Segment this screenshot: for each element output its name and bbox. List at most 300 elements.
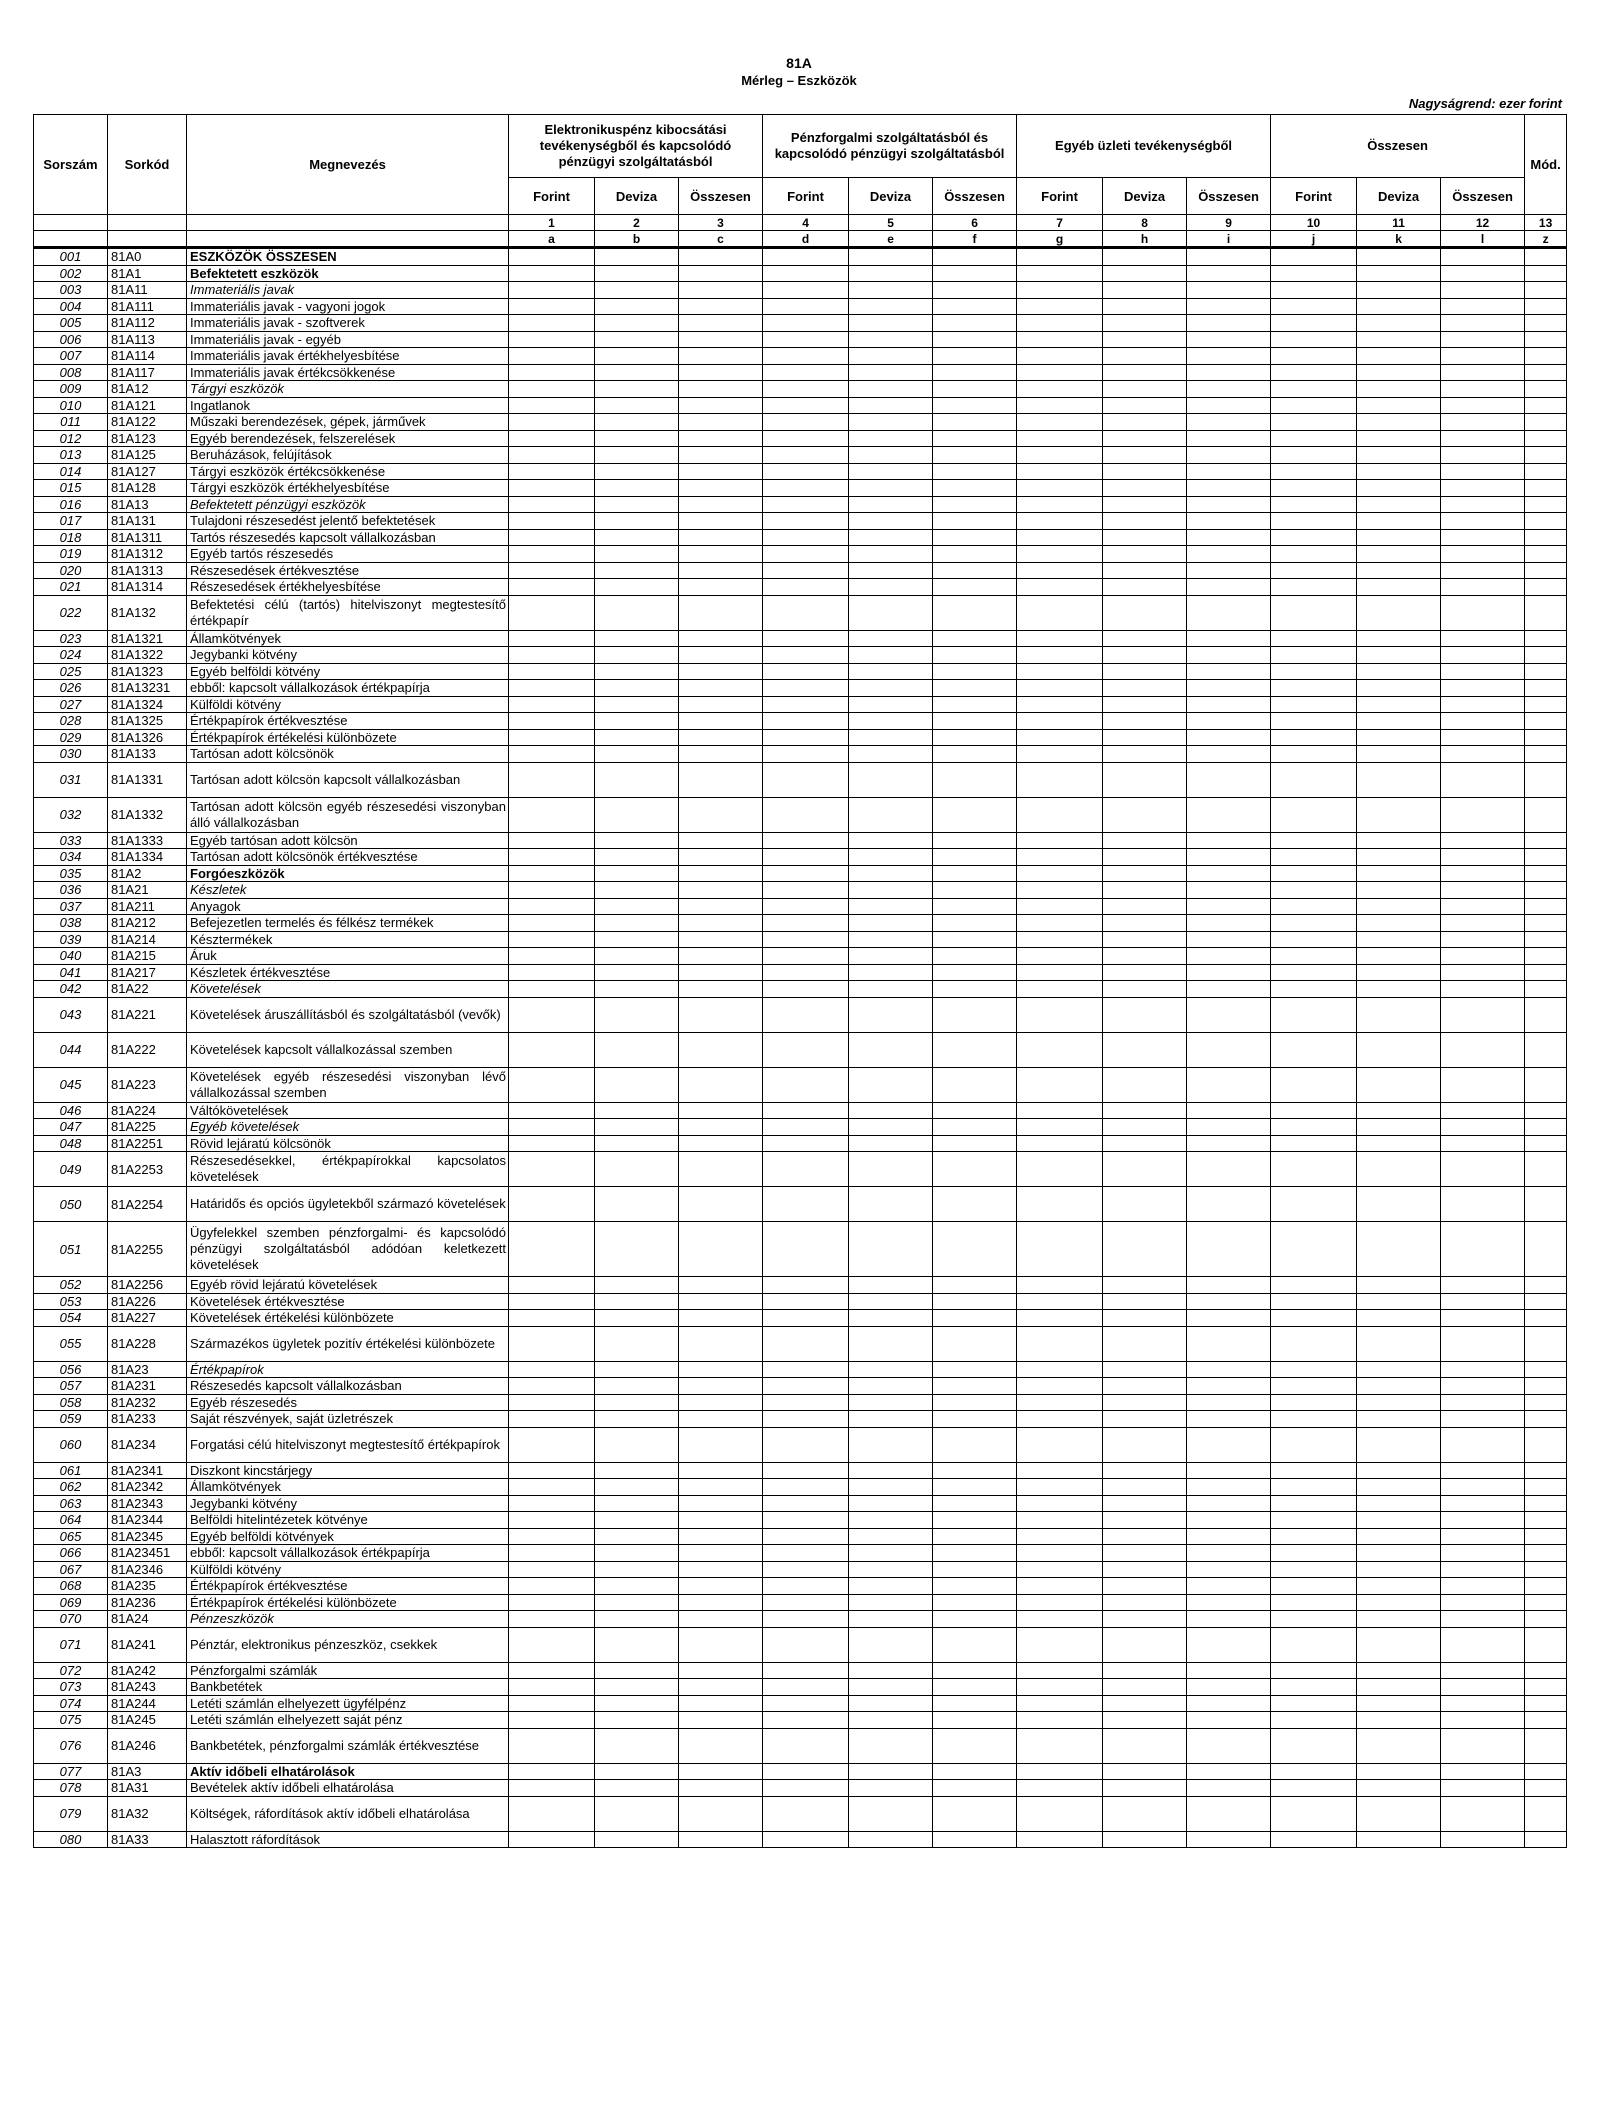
value-cell[interactable]: [1187, 579, 1271, 596]
value-cell[interactable]: [1187, 1679, 1271, 1696]
value-cell[interactable]: [509, 529, 595, 546]
value-cell[interactable]: [1441, 348, 1525, 365]
value-cell[interactable]: [933, 1611, 1017, 1628]
value-cell[interactable]: [1187, 381, 1271, 398]
value-cell[interactable]: [1525, 797, 1567, 832]
value-cell[interactable]: [763, 579, 849, 596]
value-cell[interactable]: [849, 1135, 933, 1152]
value-cell[interactable]: [679, 1594, 763, 1611]
value-cell[interactable]: [679, 1310, 763, 1327]
value-cell[interactable]: [763, 397, 849, 414]
value-cell[interactable]: [509, 696, 595, 713]
value-cell[interactable]: [595, 1695, 679, 1712]
value-cell[interactable]: [1271, 1545, 1357, 1562]
value-cell[interactable]: [1357, 882, 1441, 899]
value-cell[interactable]: [763, 647, 849, 664]
value-cell[interactable]: [849, 546, 933, 563]
value-cell[interactable]: [1525, 1627, 1567, 1662]
value-cell[interactable]: [849, 1594, 933, 1611]
value-cell[interactable]: [1017, 1627, 1103, 1662]
value-cell[interactable]: [1187, 647, 1271, 664]
value-cell[interactable]: [509, 1780, 595, 1797]
value-cell[interactable]: [1525, 997, 1567, 1032]
value-cell[interactable]: [1103, 331, 1187, 348]
value-cell[interactable]: [763, 1222, 849, 1277]
value-cell[interactable]: [679, 496, 763, 513]
value-cell[interactable]: [1357, 1679, 1441, 1696]
value-cell[interactable]: [1525, 480, 1567, 497]
value-cell[interactable]: [763, 348, 849, 365]
value-cell[interactable]: [509, 797, 595, 832]
value-cell[interactable]: [509, 364, 595, 381]
value-cell[interactable]: [849, 931, 933, 948]
value-cell[interactable]: [509, 1831, 595, 1848]
value-cell[interactable]: [1017, 430, 1103, 447]
value-cell[interactable]: [509, 713, 595, 730]
value-cell[interactable]: [933, 364, 1017, 381]
value-cell[interactable]: [679, 1627, 763, 1662]
value-cell[interactable]: [509, 298, 595, 315]
value-cell[interactable]: [763, 1119, 849, 1136]
value-cell[interactable]: [1103, 480, 1187, 497]
value-cell[interactable]: [1187, 1222, 1271, 1277]
value-cell[interactable]: [595, 729, 679, 746]
value-cell[interactable]: [1357, 1627, 1441, 1662]
value-cell[interactable]: [1187, 480, 1271, 497]
value-cell[interactable]: [1357, 713, 1441, 730]
value-cell[interactable]: [849, 414, 933, 431]
value-cell[interactable]: [763, 832, 849, 849]
value-cell[interactable]: [1271, 696, 1357, 713]
value-cell[interactable]: [1441, 1545, 1525, 1562]
value-cell[interactable]: [595, 1479, 679, 1496]
value-cell[interactable]: [849, 529, 933, 546]
value-cell[interactable]: [509, 1152, 595, 1187]
value-cell[interactable]: [849, 1561, 933, 1578]
value-cell[interactable]: [1525, 1222, 1567, 1277]
value-cell[interactable]: [1441, 1627, 1525, 1662]
value-cell[interactable]: [849, 797, 933, 832]
value-cell[interactable]: [933, 1411, 1017, 1428]
value-cell[interactable]: [1441, 1411, 1525, 1428]
value-cell[interactable]: [1017, 1728, 1103, 1763]
value-cell[interactable]: [509, 1662, 595, 1679]
value-cell[interactable]: [763, 1152, 849, 1187]
value-cell[interactable]: [933, 1293, 1017, 1310]
value-cell[interactable]: [933, 1119, 1017, 1136]
value-cell[interactable]: [1271, 364, 1357, 381]
value-cell[interactable]: [1271, 315, 1357, 332]
value-cell[interactable]: [1017, 1411, 1103, 1428]
value-cell[interactable]: [849, 1277, 933, 1294]
value-cell[interactable]: [1357, 663, 1441, 680]
value-cell[interactable]: [1441, 1712, 1525, 1729]
value-cell[interactable]: [933, 882, 1017, 899]
value-cell[interactable]: [509, 964, 595, 981]
value-cell[interactable]: [679, 729, 763, 746]
value-cell[interactable]: [1271, 248, 1357, 266]
value-cell[interactable]: [1017, 832, 1103, 849]
value-cell[interactable]: [1103, 1561, 1187, 1578]
value-cell[interactable]: [679, 832, 763, 849]
value-cell[interactable]: [933, 348, 1017, 365]
value-cell[interactable]: [595, 315, 679, 332]
value-cell[interactable]: [763, 713, 849, 730]
value-cell[interactable]: [763, 282, 849, 299]
value-cell[interactable]: [1441, 1594, 1525, 1611]
value-cell[interactable]: [1017, 865, 1103, 882]
value-cell[interactable]: [1357, 364, 1441, 381]
value-cell[interactable]: [1357, 1032, 1441, 1067]
value-cell[interactable]: [933, 447, 1017, 464]
value-cell[interactable]: [1271, 1780, 1357, 1797]
value-cell[interactable]: [1103, 630, 1187, 647]
value-cell[interactable]: [933, 981, 1017, 998]
value-cell[interactable]: [679, 1427, 763, 1462]
value-cell[interactable]: [933, 1695, 1017, 1712]
value-cell[interactable]: [1017, 1135, 1103, 1152]
value-cell[interactable]: [1441, 480, 1525, 497]
value-cell[interactable]: [1525, 1611, 1567, 1628]
value-cell[interactable]: [679, 282, 763, 299]
value-cell[interactable]: [1357, 1102, 1441, 1119]
value-cell[interactable]: [679, 680, 763, 697]
value-cell[interactable]: [763, 898, 849, 915]
value-cell[interactable]: [933, 298, 1017, 315]
value-cell[interactable]: [1441, 414, 1525, 431]
value-cell[interactable]: [933, 898, 1017, 915]
value-cell[interactable]: [1017, 1378, 1103, 1395]
value-cell[interactable]: [763, 1679, 849, 1696]
value-cell[interactable]: [1441, 696, 1525, 713]
value-cell[interactable]: [679, 1763, 763, 1780]
value-cell[interactable]: [849, 595, 933, 630]
value-cell[interactable]: [595, 1119, 679, 1136]
value-cell[interactable]: [1271, 1293, 1357, 1310]
value-cell[interactable]: [679, 1378, 763, 1395]
value-cell[interactable]: [1525, 832, 1567, 849]
value-cell[interactable]: [509, 546, 595, 563]
value-cell[interactable]: [1525, 447, 1567, 464]
value-cell[interactable]: [1103, 430, 1187, 447]
value-cell[interactable]: [763, 931, 849, 948]
value-cell[interactable]: [849, 248, 933, 266]
value-cell[interactable]: [933, 1032, 1017, 1067]
value-cell[interactable]: [849, 265, 933, 282]
value-cell[interactable]: [849, 882, 933, 899]
value-cell[interactable]: [1357, 948, 1441, 965]
value-cell[interactable]: [1103, 1780, 1187, 1797]
value-cell[interactable]: [1525, 381, 1567, 398]
value-cell[interactable]: [933, 696, 1017, 713]
value-cell[interactable]: [509, 729, 595, 746]
value-cell[interactable]: [679, 579, 763, 596]
value-cell[interactable]: [1525, 1594, 1567, 1611]
value-cell[interactable]: [1357, 1394, 1441, 1411]
value-cell[interactable]: [1357, 1495, 1441, 1512]
value-cell[interactable]: [763, 1662, 849, 1679]
value-cell[interactable]: [1103, 1394, 1187, 1411]
value-cell[interactable]: [1441, 248, 1525, 266]
value-cell[interactable]: [1357, 1662, 1441, 1679]
value-cell[interactable]: [595, 298, 679, 315]
value-cell[interactable]: [1357, 265, 1441, 282]
value-cell[interactable]: [509, 1394, 595, 1411]
value-cell[interactable]: [849, 680, 933, 697]
value-cell[interactable]: [1441, 1222, 1525, 1277]
value-cell[interactable]: [933, 630, 1017, 647]
value-cell[interactable]: [1271, 1512, 1357, 1529]
value-cell[interactable]: [1017, 713, 1103, 730]
value-cell[interactable]: [1441, 381, 1525, 398]
value-cell[interactable]: [595, 1495, 679, 1512]
value-cell[interactable]: [1441, 1561, 1525, 1578]
value-cell[interactable]: [933, 315, 1017, 332]
value-cell[interactable]: [509, 1545, 595, 1562]
value-cell[interactable]: [595, 849, 679, 866]
value-cell[interactable]: [933, 496, 1017, 513]
value-cell[interactable]: [595, 1780, 679, 1797]
value-cell[interactable]: [1525, 1728, 1567, 1763]
value-cell[interactable]: [1271, 348, 1357, 365]
value-cell[interactable]: [1103, 1361, 1187, 1378]
value-cell[interactable]: [679, 1152, 763, 1187]
value-cell[interactable]: [849, 1394, 933, 1411]
value-cell[interactable]: [933, 1763, 1017, 1780]
value-cell[interactable]: [763, 480, 849, 497]
value-cell[interactable]: [679, 1326, 763, 1361]
value-cell[interactable]: [849, 1378, 933, 1395]
value-cell[interactable]: [509, 1032, 595, 1067]
value-cell[interactable]: [1187, 981, 1271, 998]
value-cell[interactable]: [1103, 1796, 1187, 1831]
value-cell[interactable]: [1271, 680, 1357, 697]
value-cell[interactable]: [849, 1479, 933, 1496]
value-cell[interactable]: [1357, 797, 1441, 832]
value-cell[interactable]: [849, 1411, 933, 1428]
value-cell[interactable]: [509, 1067, 595, 1102]
value-cell[interactable]: [1017, 1831, 1103, 1848]
value-cell[interactable]: [763, 746, 849, 763]
value-cell[interactable]: [849, 1462, 933, 1479]
value-cell[interactable]: [1525, 849, 1567, 866]
value-cell[interactable]: [679, 1528, 763, 1545]
value-cell[interactable]: [763, 331, 849, 348]
value-cell[interactable]: [1441, 1528, 1525, 1545]
value-cell[interactable]: [849, 630, 933, 647]
value-cell[interactable]: [1271, 265, 1357, 282]
value-cell[interactable]: [1271, 1611, 1357, 1628]
value-cell[interactable]: [1441, 364, 1525, 381]
value-cell[interactable]: [1187, 1378, 1271, 1395]
value-cell[interactable]: [1357, 898, 1441, 915]
value-cell[interactable]: [933, 595, 1017, 630]
value-cell[interactable]: [679, 1067, 763, 1102]
value-cell[interactable]: [1525, 331, 1567, 348]
value-cell[interactable]: [1017, 331, 1103, 348]
value-cell[interactable]: [1357, 1712, 1441, 1729]
value-cell[interactable]: [1187, 1310, 1271, 1327]
value-cell[interactable]: [1103, 1378, 1187, 1395]
value-cell[interactable]: [1525, 964, 1567, 981]
value-cell[interactable]: [1017, 729, 1103, 746]
value-cell[interactable]: [1271, 832, 1357, 849]
value-cell[interactable]: [1103, 397, 1187, 414]
value-cell[interactable]: [509, 1695, 595, 1712]
value-cell[interactable]: [1271, 981, 1357, 998]
value-cell[interactable]: [595, 282, 679, 299]
value-cell[interactable]: [1187, 282, 1271, 299]
value-cell[interactable]: [1525, 915, 1567, 932]
value-cell[interactable]: [1187, 447, 1271, 464]
value-cell[interactable]: [763, 1135, 849, 1152]
value-cell[interactable]: [595, 463, 679, 480]
value-cell[interactable]: [679, 1032, 763, 1067]
value-cell[interactable]: [679, 513, 763, 530]
value-cell[interactable]: [679, 562, 763, 579]
value-cell[interactable]: [1187, 1712, 1271, 1729]
value-cell[interactable]: [763, 1479, 849, 1496]
value-cell[interactable]: [1187, 248, 1271, 266]
value-cell[interactable]: [849, 513, 933, 530]
value-cell[interactable]: [679, 865, 763, 882]
value-cell[interactable]: [679, 348, 763, 365]
value-cell[interactable]: [679, 463, 763, 480]
value-cell[interactable]: [849, 915, 933, 932]
value-cell[interactable]: [1441, 1679, 1525, 1696]
value-cell[interactable]: [1017, 381, 1103, 398]
value-cell[interactable]: [1441, 948, 1525, 965]
value-cell[interactable]: [679, 447, 763, 464]
value-cell[interactable]: [763, 1277, 849, 1294]
value-cell[interactable]: [1271, 948, 1357, 965]
value-cell[interactable]: [1271, 282, 1357, 299]
value-cell[interactable]: [1357, 964, 1441, 981]
value-cell[interactable]: [1271, 1561, 1357, 1578]
value-cell[interactable]: [1187, 1578, 1271, 1595]
value-cell[interactable]: [1103, 463, 1187, 480]
value-cell[interactable]: [1103, 713, 1187, 730]
value-cell[interactable]: [509, 1728, 595, 1763]
value-cell[interactable]: [1357, 746, 1441, 763]
value-cell[interactable]: [1441, 1512, 1525, 1529]
value-cell[interactable]: [849, 849, 933, 866]
value-cell[interactable]: [933, 1378, 1017, 1395]
value-cell[interactable]: [1187, 849, 1271, 866]
value-cell[interactable]: [1187, 1695, 1271, 1712]
value-cell[interactable]: [1103, 1611, 1187, 1628]
value-cell[interactable]: [679, 746, 763, 763]
value-cell[interactable]: [849, 1831, 933, 1848]
value-cell[interactable]: [679, 762, 763, 797]
value-cell[interactable]: [1017, 1102, 1103, 1119]
value-cell[interactable]: [1525, 1361, 1567, 1378]
value-cell[interactable]: [1357, 832, 1441, 849]
value-cell[interactable]: [1271, 1310, 1357, 1327]
value-cell[interactable]: [1271, 463, 1357, 480]
value-cell[interactable]: [1187, 997, 1271, 1032]
value-cell[interactable]: [679, 1712, 763, 1729]
value-cell[interactable]: [679, 546, 763, 563]
value-cell[interactable]: [1357, 1561, 1441, 1578]
value-cell[interactable]: [1187, 746, 1271, 763]
value-cell[interactable]: [763, 680, 849, 697]
value-cell[interactable]: [1525, 1561, 1567, 1578]
value-cell[interactable]: [1357, 647, 1441, 664]
value-cell[interactable]: [763, 865, 849, 882]
value-cell[interactable]: [509, 562, 595, 579]
value-cell[interactable]: [1271, 1427, 1357, 1462]
value-cell[interactable]: [595, 696, 679, 713]
value-cell[interactable]: [849, 762, 933, 797]
value-cell[interactable]: [1017, 595, 1103, 630]
value-cell[interactable]: [1441, 265, 1525, 282]
value-cell[interactable]: [595, 1277, 679, 1294]
value-cell[interactable]: [1441, 1277, 1525, 1294]
value-cell[interactable]: [1271, 529, 1357, 546]
value-cell[interactable]: [1357, 414, 1441, 431]
value-cell[interactable]: [763, 762, 849, 797]
value-cell[interactable]: [679, 1611, 763, 1628]
value-cell[interactable]: [1187, 931, 1271, 948]
value-cell[interactable]: [1357, 680, 1441, 697]
value-cell[interactable]: [595, 713, 679, 730]
value-cell[interactable]: [509, 397, 595, 414]
value-cell[interactable]: [1017, 630, 1103, 647]
value-cell[interactable]: [849, 1712, 933, 1729]
value-cell[interactable]: [1271, 1277, 1357, 1294]
value-cell[interactable]: [1017, 1512, 1103, 1529]
value-cell[interactable]: [1525, 1326, 1567, 1361]
value-cell[interactable]: [1017, 997, 1103, 1032]
value-cell[interactable]: [1525, 595, 1567, 630]
value-cell[interactable]: [933, 997, 1017, 1032]
value-cell[interactable]: [595, 882, 679, 899]
value-cell[interactable]: [1441, 1780, 1525, 1797]
value-cell[interactable]: [1103, 1679, 1187, 1696]
value-cell[interactable]: [1271, 1662, 1357, 1679]
value-cell[interactable]: [1187, 882, 1271, 899]
value-cell[interactable]: [679, 1119, 763, 1136]
value-cell[interactable]: [1103, 1594, 1187, 1611]
value-cell[interactable]: [679, 1495, 763, 1512]
value-cell[interactable]: [1103, 1695, 1187, 1712]
value-cell[interactable]: [509, 414, 595, 431]
value-cell[interactable]: [763, 1578, 849, 1595]
value-cell[interactable]: [1357, 529, 1441, 546]
value-cell[interactable]: [849, 1695, 933, 1712]
value-cell[interactable]: [1187, 1594, 1271, 1611]
value-cell[interactable]: [933, 1796, 1017, 1831]
value-cell[interactable]: [933, 964, 1017, 981]
value-cell[interactable]: [595, 865, 679, 882]
value-cell[interactable]: [595, 1712, 679, 1729]
value-cell[interactable]: [1017, 315, 1103, 332]
value-cell[interactable]: [595, 797, 679, 832]
value-cell[interactable]: [1103, 1152, 1187, 1187]
value-cell[interactable]: [1017, 1796, 1103, 1831]
value-cell[interactable]: [595, 1462, 679, 1479]
value-cell[interactable]: [679, 595, 763, 630]
value-cell[interactable]: [1271, 997, 1357, 1032]
value-cell[interactable]: [595, 529, 679, 546]
value-cell[interactable]: [1441, 1462, 1525, 1479]
value-cell[interactable]: [595, 1679, 679, 1696]
value-cell[interactable]: [1017, 981, 1103, 998]
value-cell[interactable]: [1103, 315, 1187, 332]
value-cell[interactable]: [1187, 680, 1271, 697]
value-cell[interactable]: [763, 1561, 849, 1578]
